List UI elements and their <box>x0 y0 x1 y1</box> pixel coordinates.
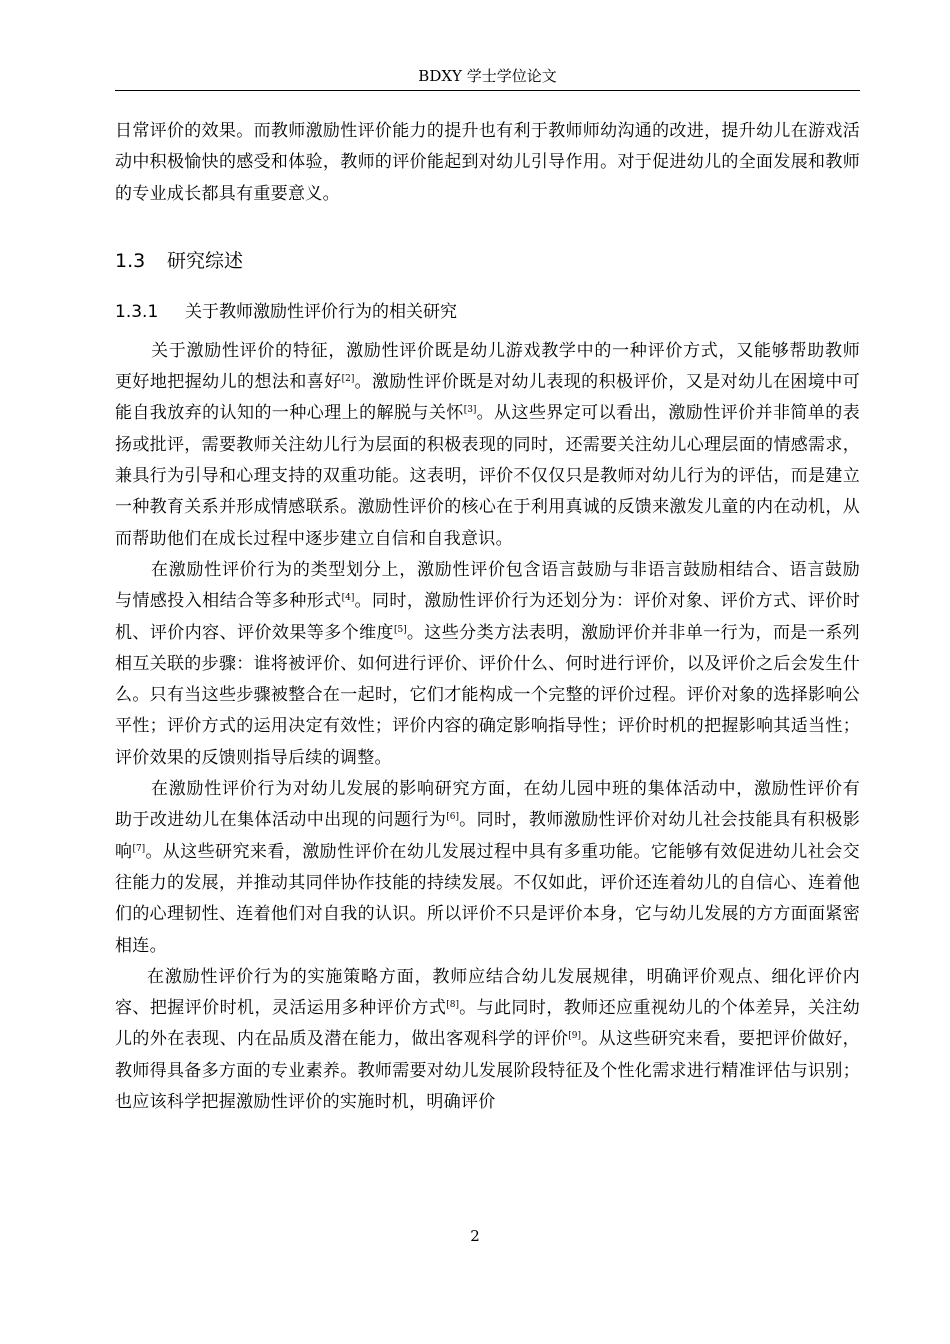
citation-ref: [6] <box>446 812 460 823</box>
paragraph-text: 关于激励性评价的特征，激励性评价既是幼儿游戏教学中的一种评价方式，又能够帮助教师更好地把握幼儿的想法和喜好 <box>115 340 860 393</box>
subsection-heading <box>115 301 860 323</box>
body-paragraph <box>115 962 860 1118</box>
citation-ref: [9] <box>568 1031 582 1042</box>
citation-ref: [8] <box>446 1000 460 1011</box>
paragraph-text: 在激励性评价行为对幼儿发展的影响研究方面，在幼儿园中班的集体活动中，激励性评价有助于改进幼儿在集体活动中出现的问题行为 <box>115 779 860 831</box>
paragraph-text: 。同时，激励性评价行为还划分为：评价对象、评价方式、评价时机、评价内容、评价效果等多个维度 <box>115 591 860 643</box>
body-text <box>115 336 860 1118</box>
section-title: 研究综述 <box>167 249 244 272</box>
running-header: BDXY 学士学位论文 <box>418 67 557 85</box>
intro-paragraph: 日常评价的效果。而教师激励性评价能力的提升也有利于教师师幼沟通的改进，提升幼儿在游戏活动中积极愉快的感受和体验，教师的评价能起到对幼儿引导作用。对于促进幼儿的全面发展和教师的专业成长都具有重要意义。 <box>115 121 860 204</box>
page-body <box>115 116 860 1118</box>
section-heading <box>115 249 860 273</box>
paragraph-text: 。从这些界定可以看出，激励性评价并非简单的表扬或批评，需要教师关注幼儿行为层面的积极表现的同时，还需要关注幼儿心理层面的情感需求，兼具行为引导和心理支持的双重功能。这表明，评价不仅仅只是教师对幼儿行为的评估，而是建立一种教育关系并形成情感联系。激励性评价的核心在于利用真诚的反馈来激发儿童的内在动机，从而帮助他们在成长过程中逐步建立自信和自我意识。 <box>115 403 860 549</box>
paragraph-text: 。同时，教师激励性评价对幼儿社会技能具有积极影响 <box>115 810 861 862</box>
paragraph-text: 在激励性评价行为的类型划分上，激励性评价包含语言鼓励与非语言鼓励相结合、语言鼓励与情感投入相结合等多种形式 <box>115 559 860 612</box>
body-paragraph <box>115 336 860 555</box>
header-rule <box>115 90 860 91</box>
body-paragraph <box>115 555 860 774</box>
paragraph-text: 。这些分类方法表明，激励评价并非单一行为，而是一系列相互关联的步骤：谁将被评价、如何进行评价、评价什么、何时进行评价，以及评价之后会发生什么。只有当这些步骤被整合在一起时，它们才能构成一个完整的评价过程。评价对象的选择影响公平性；评价方式的运用决定有效性；评价内容的确定影响指导性；评价时机的把握影响其适当性；评价效果的反馈则指导后续的调整。 <box>115 622 860 768</box>
section-number: 1.3 <box>115 249 146 272</box>
paragraph-text: 。从这些研究来看，要把评价做好，教师得具备多方面的专业素养。教师需要对幼儿发展阶段特征及个性化需求进行精准评估与识别；也应该科学把握激励性评价的实施时机，明确评价 <box>115 1029 860 1113</box>
body-paragraph <box>115 774 860 962</box>
citation-ref: [2] <box>341 374 355 385</box>
page-number: 2 <box>470 1227 480 1245</box>
paragraph-text: 。激励性评价既是对幼儿表现的积极评价，又是对幼儿在困境中可能自我放弃的认知的一种心理上的解脱与关怀 <box>115 372 860 424</box>
paragraph-text: 。从这些研究来看，激励性评价在幼儿发展过程中具有多重功能。它能够有效促进幼儿社会交往能力的发展，并推动其同伴协作技能的持续发展。不仅如此，评价还连着幼儿的自信心、连着他们的心理韧性、连着他们对自我的认识。所以评价不只是评价本身，它与幼儿发展的方方面面紧密相连。 <box>115 841 860 956</box>
subsection-title: 关于教师激励性评价行为的相关研究 <box>185 301 457 322</box>
citation-ref: [7] <box>132 843 146 854</box>
subsection-number: 1.3.1 <box>115 301 159 322</box>
citation-ref: [4] <box>341 593 355 604</box>
citation-ref: [3] <box>463 405 477 416</box>
citation-ref: [5] <box>393 624 407 635</box>
paragraph-text: 。与此同时，教师还应重视幼儿的个体差异，关注幼儿的外在表现、内在品质及潜在能力，做出客观科学的评价 <box>115 998 861 1050</box>
paragraph-text: 在激励性评价行为的实施策略方面，教师应结合幼儿发展规律，明确评价观点、细化评价内容、把握评价时机，灵活运用多种评价方式 <box>115 966 860 1019</box>
